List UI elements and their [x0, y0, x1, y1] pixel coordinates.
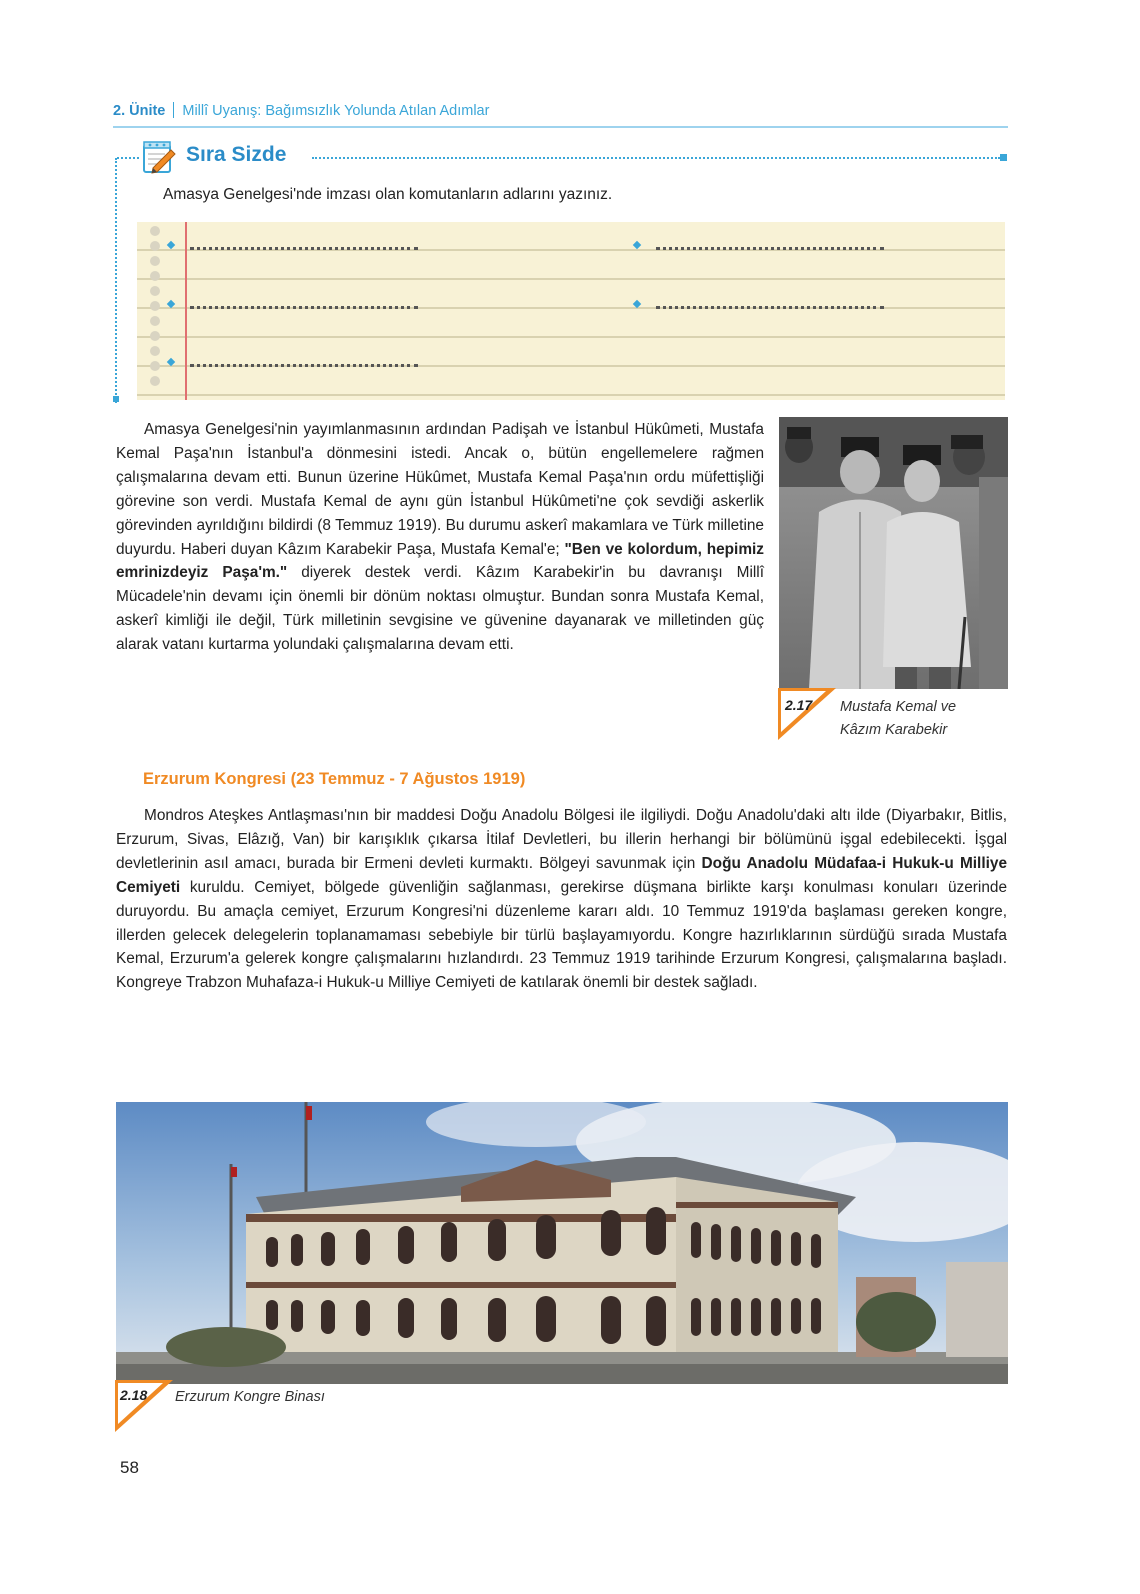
karabekir-quote: "Ben ve kolordum, hepimiz emrinizdeyiz Paşa'm." — [116, 540, 764, 582]
answer-line[interactable] — [634, 298, 894, 312]
page-number: 58 — [120, 1458, 139, 1477]
header-rule — [113, 126, 1008, 128]
dotted-border-top-left — [117, 157, 139, 159]
section-title: Erzurum Kongresi (23 Temmuz - 7 Ağustos 1919) — [143, 770, 526, 788]
dotted-border-top — [312, 157, 1000, 159]
figure-caption: Mustafa Kemal ve Kâzım Karabekir — [840, 699, 957, 738]
dotted-border-end-marker — [1000, 154, 1007, 161]
dotted-border-left — [115, 158, 117, 403]
sira-sizde-title: Sıra Sizde — [186, 143, 287, 166]
answer-line[interactable] — [634, 239, 894, 253]
cemiyet-name: Doğu Anadolu Müdafaa-i Hukuk-u Milliye Cemiyeti — [116, 854, 1008, 896]
notebook-answer-area — [137, 222, 1005, 400]
unit-label: 2. Ünite — [113, 103, 166, 119]
paragraph-amasya: Amasya Genelgesi'nin yayımlanmasının ardından Padişah ve İstanbul Hükûmeti, Mustafa Kemal Paşa'nın İstanbul'a dönmesini istedi. Ancak o, bütün engellemelere rağmen çalışmalarına devam etti. Bunun üzerine Hükûmet, Mustafa Kemal Paşa'nın ordu müfettişliği görevine son verdi. Mustafa Kemal de aynı gün İstanbul Hükûmeti'ne çok sevdiği askerlik görevinden ayrıldığını bildirdi (8 Temmuz 1919). Bu durumu askerî makamlara ve Türk milletine duyurdu. Haberi duyan Kâzım Karabekir Paşa, Mustafa Kemal'e; "Ben ve kolordum, hepimiz emrinizdeyiz Paşa'm." diyerek destek verdi. Kâzım Karabekir'in bu davranışı Millî Mücadele'nin devamı için önemli bir dönüm noktası olmuştur. Bundan sonra Mustafa Kemal, askerî kimliği ile değil, Türk milletinin sevgisine ve güvenine dayanarak ve milletinden güç alarak vatanı kurtarma yolundaki çalışmalarına devam etti. — [116, 421, 764, 654]
unit-title: Millî Uyanış: Bağımsızlık Yolunda Atılan Adımlar — [182, 103, 490, 119]
paragraph-erzurum: Mondros Ateşkes Antlaşması'nın bir maddesi Doğu Anadolu Bölgesi ile ilgiliydi. Doğu Anadolu'daki altı ilde (Diyarbakır, Bitlis, Erzurum, Sivas, Elâzığ, Van) bir karışıklık çıkarsa İtilaf Devletleri, bu illerin herhangi bir bölümünü işgal edebilecekti. İşgal devletlerinin asıl amacı, burada bir Ermeni devleti kurmaktı. Bölgeyi savunmak için Doğu Anadolu Müdafaa-i Hukuk-u Milliye Cemiyeti kuruldu. Cemiyet, bölgede güvenliğin sağlanması, gerekirse düşmana birlikte karşı konulması konuları üzerinde duruyordu. Bu amaçla cemiyet, Erzurum Kongresi'ni düzenleme kararı aldı. 10 Temmuz 1919'da başlaması gereken kongre, illerden gelecek delegelerin toplanamaması sebebiyle bir türlü başlayamıyordu. Kongre hazırlıklarının sürdüğü sırada Mustafa Kemal, Erzurum'a gelerek kongre çalışmalarını hızlandırdı. 23 Temmuz 1919 tarihinde Erzurum Kongresi, çalışmalarına başladı. Kongreye Trabzon Muhafaza-i Hukuk-u Milliye Cemiyeti de katılarak önemli bir destek sağladı. — [116, 807, 1008, 992]
answer-line[interactable] — [168, 356, 428, 370]
answer-line[interactable] — [168, 298, 428, 312]
figure-number: 2.18 — [120, 1387, 148, 1403]
page-header — [113, 102, 1013, 128]
notepad-pencil-icon — [141, 140, 177, 174]
dotted-border-end-marker — [113, 396, 119, 402]
figure-number: 2.17 — [785, 697, 813, 713]
photo-mustafa-kemal-kazim-karabekir — [779, 417, 1008, 689]
figure-caption: Erzurum Kongre Binası — [175, 1389, 325, 1405]
binder-holes — [150, 226, 160, 391]
header-separator — [173, 102, 174, 118]
answer-line[interactable] — [168, 239, 428, 253]
photo-erzurum-kongre-binasi — [116, 1102, 1008, 1384]
activity-prompt: Amasya Genelgesi'nde imzası olan komutanların adlarını yazınız. — [163, 186, 613, 203]
